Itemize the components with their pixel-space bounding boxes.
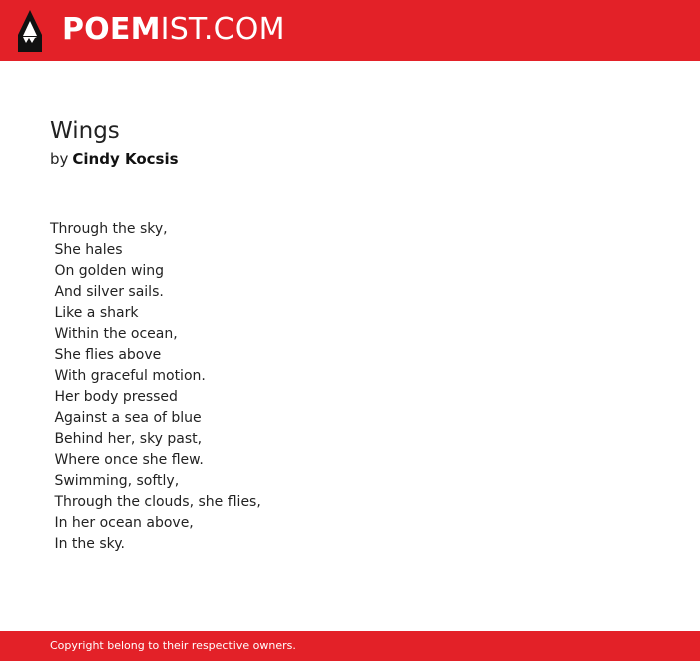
- poem-line: Through the clouds, she flies,: [50, 494, 261, 510]
- site-logo[interactable]: [62, 12, 285, 48]
- poem-line: Behind her, sky past,: [50, 431, 203, 447]
- poem-line: Through the sky,: [50, 221, 168, 237]
- poem-line: In the sky.: [50, 536, 125, 552]
- poem-line: She flies above: [50, 347, 162, 363]
- logo-bold-text: POEM: [62, 12, 161, 47]
- logo-light-text: IST.COM: [160, 12, 285, 47]
- poem-line: Her body pressed: [50, 389, 178, 405]
- poem-body: [50, 219, 261, 555]
- poem-line: She hales: [50, 242, 123, 258]
- poem-line: And silver sails.: [50, 284, 164, 300]
- poem-line: Like a shark: [50, 305, 139, 321]
- poem-line: Swimming, softly,: [50, 473, 180, 489]
- site-footer: [0, 631, 700, 661]
- poem-title: Wings: [50, 118, 120, 144]
- poem-line: In her ocean above,: [50, 515, 194, 531]
- site-header: [0, 0, 700, 61]
- author-name[interactable]: Cindy Kocsis: [72, 150, 179, 168]
- pencil-tip-icon[interactable]: [17, 9, 43, 53]
- poem-line: Within the ocean,: [50, 326, 178, 342]
- poem-line: On golden wing: [50, 263, 165, 279]
- by-label: by: [50, 150, 69, 168]
- poem-line: With graceful motion.: [50, 368, 206, 384]
- poem-line: Where once she flew.: [50, 452, 204, 468]
- poem-line: Against a sea of blue: [50, 410, 202, 426]
- byline: [50, 148, 179, 170]
- copyright-notice: Copyright belong to their respective owners.: [50, 639, 296, 652]
